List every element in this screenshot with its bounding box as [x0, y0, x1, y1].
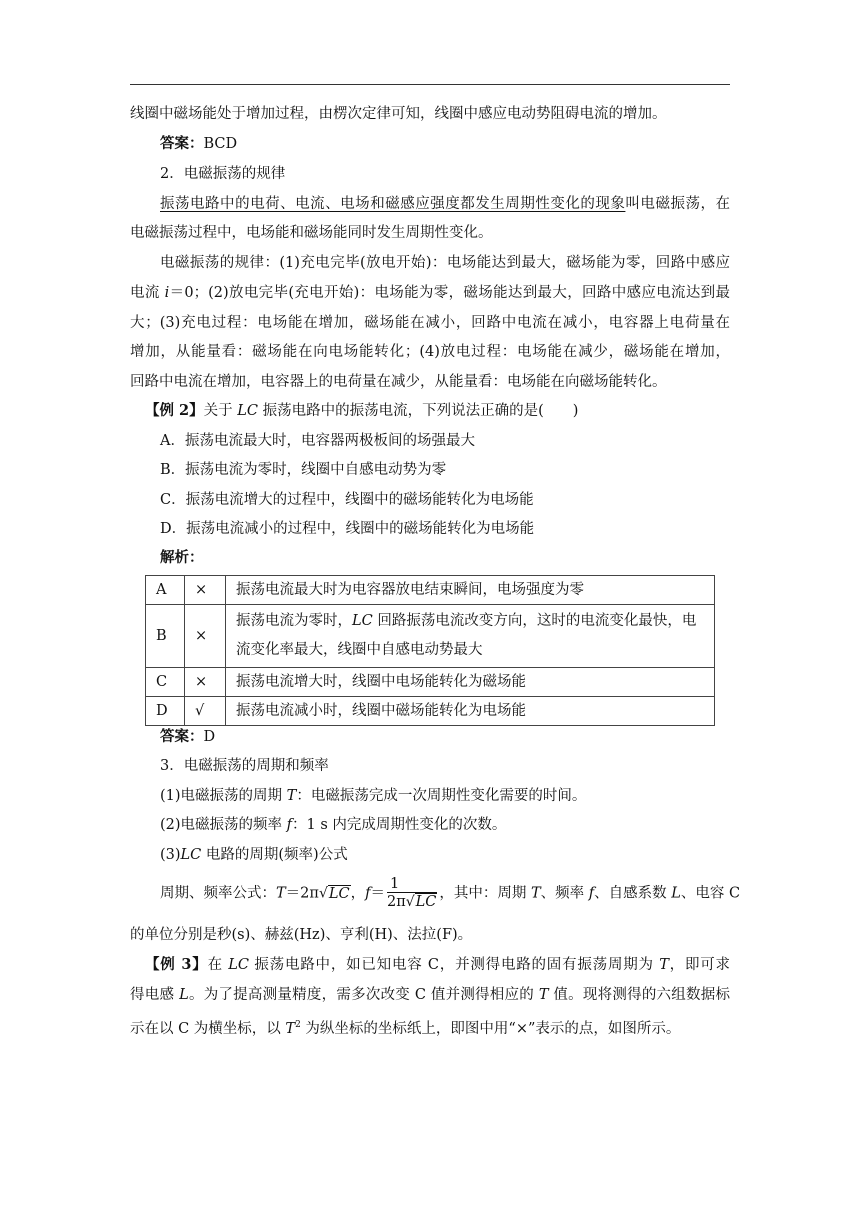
- table-row: [146, 576, 715, 605]
- var-lc: LC: [352, 613, 373, 629]
- law-text: 电流: [130, 285, 165, 301]
- text: 、电容 C: [680, 885, 741, 902]
- text: (3): [160, 847, 181, 863]
- text: 2π: [386, 894, 406, 910]
- law-line-3: 大；(3)充电过程：电场能在增加，磁场能在减小，回路中电流在减小，电容器上电荷量在: [130, 315, 730, 331]
- table-cell-explanation: 振荡电流最大时为电容器放电结束瞬间，电场强度为零: [226, 576, 715, 605]
- example-3-line-3: [130, 1015, 730, 1039]
- option-b: B．振荡电流为零时，线圈中自感电动势为零: [160, 462, 447, 478]
- definition-underlined: 振荡电路中的电荷、电流、电场和磁感应强度都发生周期性变化的现象: [160, 196, 626, 212]
- text: 电路的周期(频率)公式: [201, 847, 348, 863]
- var-lc: LC: [328, 885, 350, 902]
- var-t: T: [659, 957, 669, 973]
- fraction-numerator: 1: [387, 876, 437, 893]
- text: 得电感: [130, 987, 180, 1003]
- table-cell-explanation: 振荡电流增大时，线圈中电场能转化为磁场能: [226, 668, 715, 697]
- table-row: [146, 605, 715, 668]
- table-cell-option: D: [146, 697, 185, 726]
- law-line-4: 增加，从能量看：磁场能在向电场能转化；(4)放电过程：电场能在减少，磁场能在增加，: [130, 344, 730, 360]
- answer-label: 答案：: [160, 728, 204, 745]
- text: ，即可求: [668, 957, 731, 973]
- text: 在: [207, 957, 229, 973]
- law-line-5: 回路中电流在增加，电容器上的电荷量在减少，从能量看：电场能在向磁场能转化。: [130, 374, 667, 390]
- var-lc: LC: [415, 894, 437, 910]
- analysis-table: [145, 575, 715, 726]
- analysis-label: 解析：: [160, 549, 204, 566]
- question-text: 振荡电路中的振荡电流，下列说法正确的是( ): [257, 403, 579, 419]
- text: 为纵坐标的坐标纸上，即图中用“×”表示的点，如图所示。: [300, 1020, 681, 1037]
- option-c: C．振荡电流增大的过程中，线圈中的磁场能转化为电场能: [160, 492, 534, 508]
- var-i: i: [164, 285, 170, 301]
- var-lc: LC: [180, 847, 202, 863]
- example-label: 【例 3】: [145, 956, 208, 973]
- table-cell-explanation: [226, 605, 715, 668]
- law-line-1: 电磁振荡的规律：(1)充电完毕(放电开始)：电场能达到最大，磁场能为零，回路中感应: [160, 255, 730, 271]
- text: 周期、频率公式：: [160, 885, 276, 902]
- cell-text: 流变化率最大，线圈中自感电动势最大: [236, 642, 483, 658]
- var-t: T: [276, 885, 286, 902]
- var-f: f: [286, 817, 293, 833]
- law-line-2: [130, 283, 730, 303]
- table-cell-mark: √: [185, 697, 226, 726]
- example-label: 【例 2】: [145, 402, 204, 419]
- example-2-question: [145, 401, 745, 421]
- var-t: T: [286, 788, 297, 804]
- text: (1)电磁振荡的周期: [160, 788, 287, 804]
- text: 值。现将测得的六组数据标: [548, 987, 731, 1003]
- answer-2: [160, 727, 730, 747]
- sqrt-sign: √: [318, 885, 328, 902]
- text: ，: [350, 885, 366, 902]
- formula-heading: [160, 845, 730, 865]
- table-cell-mark: ×: [185, 668, 226, 697]
- period-definition: [160, 786, 730, 806]
- answer-value: D: [203, 729, 216, 745]
- var-t: T: [531, 885, 541, 902]
- text: 、自感系数: [594, 885, 672, 902]
- text: 。为了提高测量精度，需多次改变 C 值并测得相应的: [188, 987, 539, 1003]
- formula-line: [160, 876, 741, 911]
- text: ：电磁振荡完成一次周期性变化需要的时间。: [296, 788, 587, 804]
- sqrt-sign: √: [405, 894, 415, 910]
- table-row: [146, 668, 715, 697]
- text: ，其中：周期: [439, 885, 531, 902]
- var-lc: LC: [228, 957, 249, 973]
- var-l: L: [179, 987, 189, 1003]
- table-cell-explanation: 振荡电流减小时，线圈中磁场能转化为电场能: [226, 697, 715, 726]
- var-t: T: [285, 1020, 296, 1037]
- answer-1: [160, 134, 730, 154]
- section-2-title: 2．电磁振荡的规律: [160, 166, 286, 182]
- var-f: f: [365, 885, 371, 902]
- sqrt-radicand: [415, 893, 438, 910]
- definition-rest: 叫电磁振荡，在: [625, 196, 731, 212]
- text: 、频率: [540, 885, 589, 902]
- option-d: D．振荡电流减小的过程中，线圈中的磁场能转化为电场能: [160, 521, 535, 537]
- table-cell-mark: ×: [185, 605, 226, 668]
- frequency-definition: [160, 815, 730, 835]
- table-cell-mark: ×: [185, 576, 226, 605]
- text: ＝: [370, 885, 385, 902]
- table-row: [146, 697, 715, 726]
- table-cell-option: B: [146, 605, 185, 668]
- var-f: f: [588, 885, 595, 902]
- question-text: 关于: [203, 403, 238, 419]
- definition-line-1: [160, 194, 730, 214]
- table-cell-option: C: [146, 668, 185, 697]
- var-t: T: [538, 987, 549, 1003]
- fraction-denominator: [387, 893, 437, 911]
- sqrt-radicand: [328, 885, 351, 902]
- header-rule: [130, 84, 730, 85]
- text: (2)电磁振荡的频率: [160, 817, 287, 833]
- cell-text: 振荡电流为零时，: [236, 613, 352, 629]
- law-text: ＝0；(2)放电完毕(充电开始)：电场能为零，磁场能达到最大，回路中感应电流达到最: [169, 285, 731, 301]
- var-l: L: [671, 885, 681, 902]
- text: 振荡电路中，如已知电容 C，并测得电路的固有振荡周期为: [249, 957, 660, 973]
- definition-line-2: 电磁振荡过程中，电场能和磁场能同时发生周期性变化。: [130, 225, 493, 241]
- text: ＝2π: [285, 885, 319, 902]
- text: ：1 s 内完成周期性变化的次数。: [292, 817, 507, 833]
- text: 示在以 C 为横坐标，以: [130, 1020, 286, 1037]
- answer-label: 答案：: [160, 135, 204, 152]
- option-a: A．振荡电流最大时，电容器两极板间的场强最大: [160, 433, 475, 449]
- example-3-line-1: [145, 955, 730, 975]
- paragraph-continuation: 线圈中磁场能处于增加过程，由楞次定律可知，线圈中感应电动势阻碍电流的增加。: [130, 106, 667, 122]
- section-3-title: 3．电磁振荡的周期和频率: [160, 758, 329, 774]
- answer-value: BCD: [203, 136, 238, 152]
- frequency-fraction: [387, 876, 437, 911]
- cell-text: 回路振荡电流改变方向，这时的电流变化最快，电: [372, 613, 697, 629]
- units-line: 的单位分别是秒(s)、赫兹(Hz)、亨利(H)、法拉(F)。: [130, 927, 473, 943]
- table-cell-option: A: [146, 576, 185, 605]
- example-3-line-2: [130, 985, 730, 1005]
- superscript: 2: [295, 1020, 301, 1030]
- var-lc: LC: [237, 403, 258, 419]
